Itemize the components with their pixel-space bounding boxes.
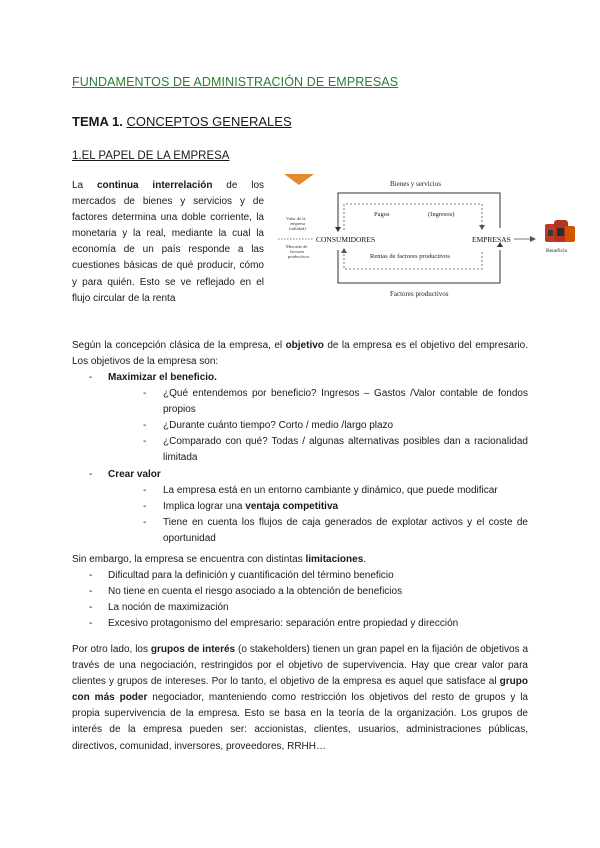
objetivo-paragraph [72, 338, 528, 370]
dash-marker: - [143, 388, 147, 400]
intro-paragraph [72, 178, 264, 307]
limit-item-text: No tiene en cuenta el riesgo asociado a la obtención de beneficios [108, 586, 403, 598]
limit-text-2: . [363, 554, 367, 565]
dash-marker: - [89, 570, 93, 581]
list-item [143, 515, 528, 547]
grupos-text-1: Por otro lado, los [72, 644, 151, 655]
sub-item-text: La empresa está en un entorno cambiante y dinámico, que puede modificar [163, 484, 498, 496]
diagram-left-4: Mercado de [286, 244, 308, 249]
dash-marker: - [89, 618, 93, 630]
grupos-bold-1: grupos de interés [150, 644, 236, 655]
dash-marker: - [143, 420, 147, 432]
diagram-beneficio: Beneficio [546, 248, 568, 254]
topic-number: TEMA 1. [72, 114, 123, 129]
dash-marker: - [143, 500, 147, 512]
limitations-list [72, 568, 528, 632]
list-item [143, 418, 528, 434]
grupos-paragraph [72, 642, 528, 755]
section-heading: 1.EL PAPEL DE LA EMPRESA [72, 150, 230, 162]
diagram-consumidores: CONSUMIDORES [316, 235, 376, 244]
objetivo-text-2: de la empresa es el objetivo del empresario. Los objetivos de la empresa son: [72, 340, 528, 368]
dash-marker: - [89, 372, 93, 383]
list-item [143, 434, 528, 466]
list-item [72, 568, 528, 584]
list-item [143, 386, 528, 418]
sub-item-text: Implica lograr una [163, 500, 246, 512]
diagram-rentas: Rentas de factores productivos [370, 253, 450, 260]
list-item [143, 499, 528, 515]
diagram-left-1: Valor de la [286, 216, 306, 221]
objectives-list [72, 370, 528, 547]
grupos-text-2: (o stakeholders) tienen un gran papel en la fijación de objetivos a través de una negociación, restringidos por el objetivo de supervivencia. Hay que crear valor para clientes y grupos de intereses. Por lo tanto, el objetivo de la empresa es aquel que satisface al [72, 644, 529, 688]
dash-marker: - [89, 586, 93, 598]
diagram-ingresos: (Ingresos) [428, 211, 455, 218]
objetivo-bold: objetivo [285, 340, 324, 351]
limit-text-1: Sin embargo, la empresa se encuentra con distintas [72, 554, 306, 565]
dash-marker: - [89, 468, 93, 480]
dash-marker: - [143, 436, 147, 448]
intro-bold: continua interrelación [96, 180, 213, 191]
list-item [72, 616, 528, 632]
list-item [72, 584, 528, 600]
objective-label: Maximizar el beneficio. [108, 372, 217, 383]
diagram-pagos: Pagos [374, 211, 390, 218]
diagram-left-6: productivos [288, 254, 310, 259]
dash-marker: - [143, 516, 147, 528]
diagram-top-label: Bienes y servicios [390, 180, 441, 188]
objective-label: Crear valor [108, 468, 161, 480]
list-item [72, 600, 528, 616]
intro-text-2: de los mercados de bienes y servicios y de factores determina una doble corriente, la monetaria y la real, mediante la cual la economía de un país responde a las cuestiones básicas de qué producir, cómo y para quién. Esto se ve reflejado en el flujo circular de la renta [72, 180, 265, 304]
sub-item-text: ¿Comparado con qué? Todas / algunas alternativas posibles dan a racionalidad limitada [163, 436, 528, 464]
grupos-text-3: negociador, manteniendo como restricción los objetivos del resto de grupos y la propia supervivencia de la empresa. Esto se basa en la teoría de la organización. Los grupos de interés de la empresa pueden ser: accionistas, clientes, usuarios, administraciones públicas, directivos, comunidad, inversores, proveedores, RRHH… [72, 692, 528, 752]
down-arrow-icon [284, 174, 314, 185]
sub-item-bold: ventaja competitiva [245, 500, 339, 512]
topic-name: CONCEPTOS GENERALES [126, 114, 292, 129]
diagram-left-5: factores [290, 249, 305, 254]
limit-bold: limitaciones [305, 554, 364, 565]
sub-item-text: ¿Qué entendemos por beneficio? Ingresos – Gastos /Valor contable de fondos propios [163, 388, 528, 416]
sub-item-text: ¿Durante cuánto tiempo? Corto / medio /largo plazo [163, 420, 394, 432]
money-bag-icon [545, 220, 575, 242]
limit-item-text: La noción de maximización [108, 602, 229, 614]
dash-marker: - [143, 484, 147, 496]
grupos-bold-2: grupo con más poder [72, 676, 528, 704]
topic-heading [72, 114, 292, 129]
diagram-left-2: empresa [290, 221, 305, 226]
limit-item-text: Dificultad para la definición y cuantificación del término beneficio [108, 570, 394, 581]
sub-item-text: Tiene en cuenta los flujos de caja generados de explotar activos y el coste de oportunidad [163, 516, 528, 544]
limit-item-text: Excesivo protagonismo del empresario: separación entre propiedad y dirección [108, 618, 459, 630]
limitaciones-paragraph [72, 552, 528, 568]
list-item [72, 467, 528, 547]
diagram-empresas: EMPRESAS [472, 235, 511, 244]
list-item [143, 483, 528, 499]
diagram-left-3: (utilidad) [289, 226, 306, 231]
dash-marker: - [89, 602, 93, 614]
objetivo-text-1: Según la concepción clásica de la empresa, el [72, 340, 286, 351]
list-item [72, 370, 528, 467]
intro-text-1: La [72, 180, 97, 191]
document-title: FUNDAMENTOS DE ADMINISTRACIÓN DE EMPRESAS [72, 75, 399, 89]
diagram-bottom-label: Factores productivos [390, 290, 449, 298]
circular-flow-diagram [278, 172, 588, 302]
